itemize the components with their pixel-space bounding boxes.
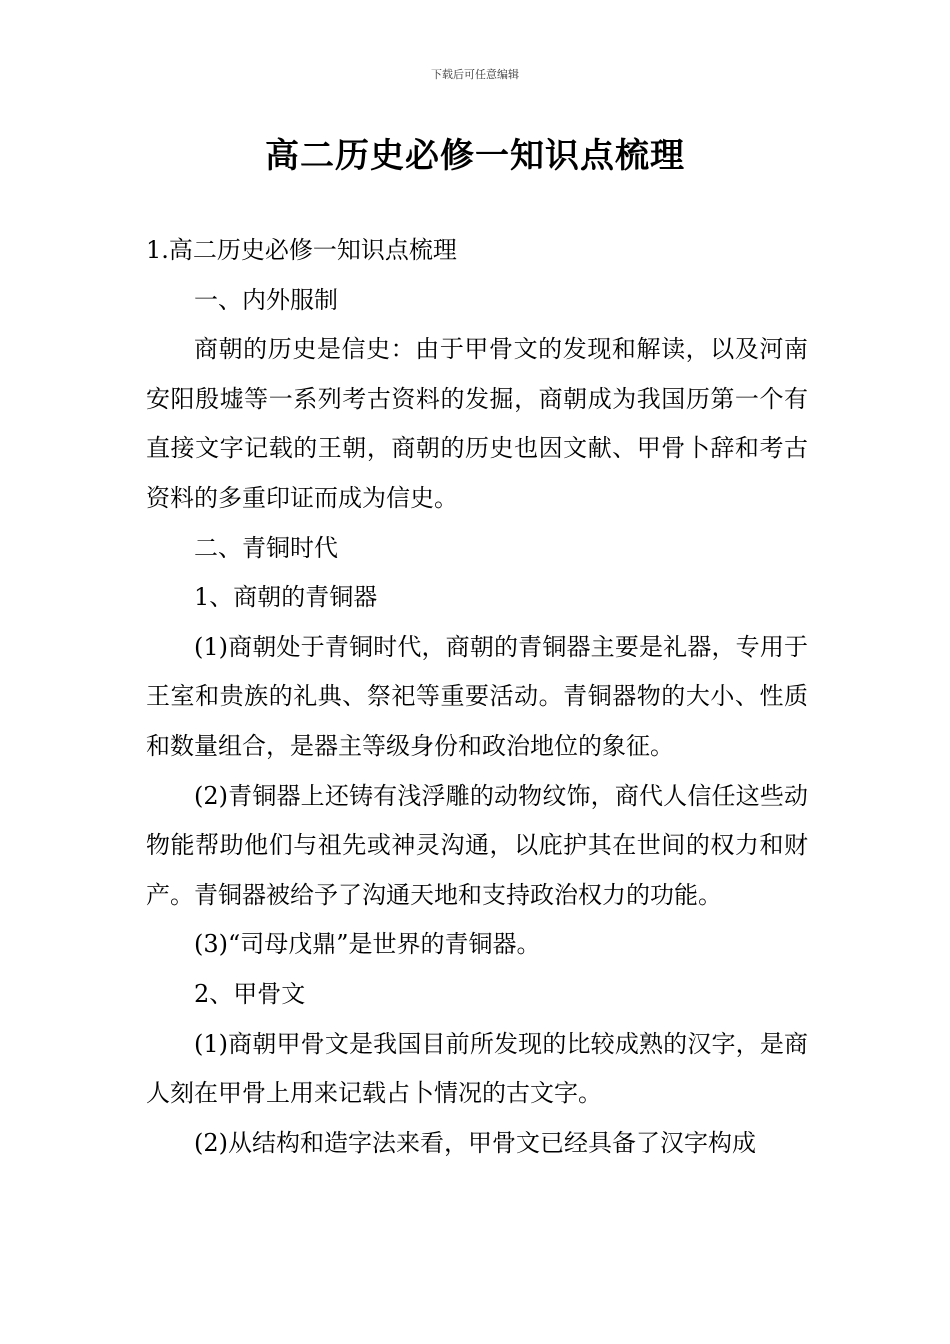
paragraph-bronze-2: (2)青铜器上还铸有浅浮雕的动物纹饰，商代人信任这些动物能帮助他们与祖先或神灵沟通，以庇护其在世间的权力和财产。青铜器被给予了沟通天地和支持政治权力的功能。 [146, 781, 808, 909]
paragraph-oracle-2: (2)从结构和造字法来看，甲骨文已经具备了汉字构成 [194, 1128, 756, 1157]
section-heading-2: 二、青铜时代 [194, 533, 338, 562]
subsection-heading-oracle: 2、甲骨文 [194, 979, 306, 1008]
section-heading-main: 1.高二历史必修一知识点梳理 [146, 236, 457, 264]
document-title: 高二历史必修一知识点梳理 [265, 136, 685, 176]
paragraph-oracle-1: (1)商朝甲骨文是我国目前所发现的比较成熟的汉字，是商人刻在甲骨上用来记载占卜情况的古文字。 [146, 1029, 808, 1108]
paragraph-bronze-3: (3)“司母戊鼎”是世界的青铜器。 [194, 930, 541, 959]
header-note: 下载后可任意编辑 [431, 68, 519, 81]
subsection-heading-bronze: 1、商朝的青铜器 [194, 583, 378, 612]
section-heading-1: 一、内外服制 [194, 285, 338, 314]
paragraph-bronze-1: (1)商朝处于青铜时代，商朝的青铜器主要是礼器，专用于王室和贵族的礼典、祭祀等重要活动。青铜器物的大小、性质和数量组合，是器主等级身份和政治地位的象征。 [146, 632, 808, 760]
paragraph-shang-history: 商朝的历史是信史：由于甲骨文的发现和解读，以及河南安阳殷墟等一系列考古资料的发掘，商朝成为我国历第一个有直接文字记载的王朝，商朝的历史也因文献、甲骨卜辞和考古资料的多重印证而成为信史。 [146, 335, 808, 512]
document-body [146, 226, 808, 1168]
